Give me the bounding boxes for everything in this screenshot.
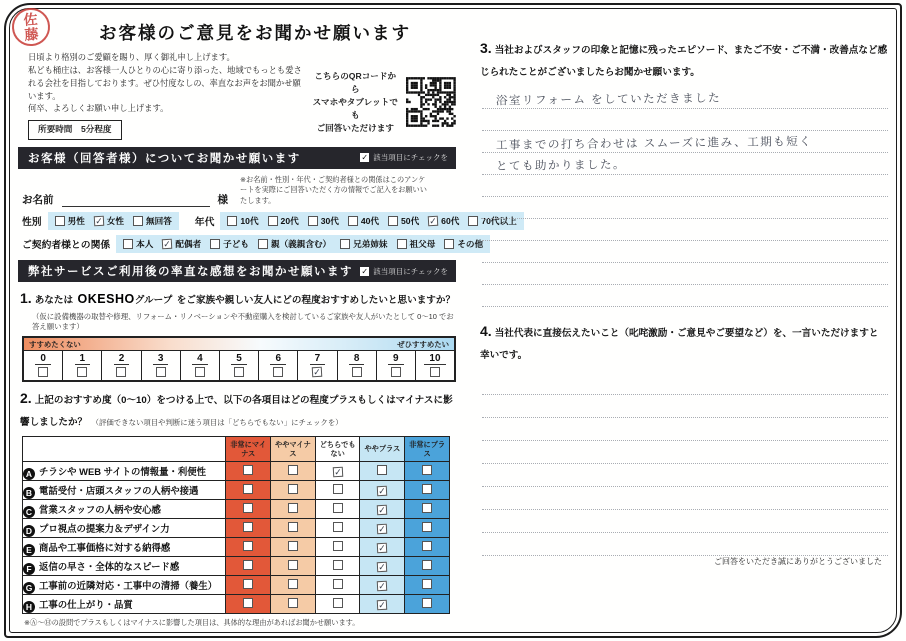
option-label: 30代 xyxy=(320,216,339,226)
row-letter-badge: E xyxy=(23,544,35,556)
rating-cell[interactable] xyxy=(315,556,360,575)
relation-options xyxy=(116,235,490,253)
rating-row-label: D プロ視点の提案力＆デザイン力 xyxy=(23,518,226,537)
rating-cell[interactable] xyxy=(315,480,360,499)
rating-cell[interactable] xyxy=(315,518,360,537)
left-column xyxy=(18,11,517,629)
checkbox[interactable] xyxy=(333,503,343,513)
checkbox[interactable] xyxy=(77,367,87,377)
checkbox[interactable] xyxy=(234,367,244,377)
checkbox[interactable] xyxy=(288,484,298,494)
checkbox[interactable] xyxy=(422,541,432,551)
answer-line[interactable] xyxy=(482,263,888,285)
option[interactable] xyxy=(94,215,124,227)
nps-cell-0[interactable] xyxy=(24,351,63,380)
answer-line[interactable] xyxy=(482,510,888,533)
rating-cell[interactable] xyxy=(405,594,450,613)
nps-left-label: すすめたくない xyxy=(29,339,81,349)
rating-cell[interactable] xyxy=(360,556,405,575)
intro-line: 何卒、よろしくお願い申し上げます。 xyxy=(28,103,169,114)
option[interactable] xyxy=(428,215,459,227)
nps-cell-9[interactable] xyxy=(377,351,416,380)
option-label: 兄弟姉妹 xyxy=(353,239,388,249)
q3-answer-lines xyxy=(482,87,888,307)
checkbox[interactable]: ✓ xyxy=(378,485,387,496)
checkbox[interactable] xyxy=(288,579,298,589)
checkbox[interactable]: ✓ xyxy=(94,215,103,226)
answer-line[interactable] xyxy=(482,109,888,131)
rating-row-H xyxy=(23,594,450,613)
nps-cell-2[interactable] xyxy=(102,351,141,380)
handwritten-text: 浴室リフォーム をしていただきました xyxy=(495,92,722,108)
intro-line: 日頃より格別のご愛顧を賜り、厚く御礼申し上げます。 xyxy=(28,52,235,62)
rating-column-header: どちらでもない xyxy=(315,436,360,461)
check-hint: ✓ 該当項目にチェックを xyxy=(361,266,448,276)
rating-cell[interactable] xyxy=(360,461,405,480)
checkbox[interactable] xyxy=(38,367,48,377)
answer-line[interactable] xyxy=(482,219,888,241)
rating-cell[interactable] xyxy=(405,537,450,556)
qr-caption: こちらのQRコードから スマホやタブレットでも ご回答いただけます xyxy=(312,71,398,133)
checkbox[interactable]: ✓ xyxy=(163,238,172,249)
qr-block xyxy=(310,65,456,140)
rating-cell[interactable] xyxy=(226,537,271,556)
rating-cell[interactable] xyxy=(360,480,405,499)
section-title: お客様（回答者様）についてお聞かせ願います xyxy=(28,152,301,165)
question-1-sub: （仮に設備機器の取替や修理、リフォーム・リノベーションや不動産購入を検討しているご家族や友人がいたとして 0〜10 でお答え願います） xyxy=(32,311,454,331)
option[interactable] xyxy=(162,238,201,250)
rating-cell[interactable] xyxy=(405,518,450,537)
relation-row xyxy=(22,235,484,253)
option-label: 無回答 xyxy=(146,216,172,226)
row-letter-badge: D xyxy=(23,525,35,537)
checkbox[interactable] xyxy=(243,522,253,532)
rating-row-label: A チラシや WEB サイトの情報量・利便性 xyxy=(23,461,226,480)
option-label: 祖父母 xyxy=(409,239,436,249)
rating-row-A xyxy=(23,461,450,480)
checkbox[interactable]: ✓ xyxy=(378,542,387,553)
option-label: 20代 xyxy=(280,216,299,226)
question-2-sub: （評価できない項目や判断に迷う項目は「どちらでもない」にチェックを） xyxy=(91,417,343,427)
checkbox[interactable]: ✓ xyxy=(378,523,387,534)
option-label: 男性 xyxy=(67,216,85,226)
rating-cell[interactable] xyxy=(226,480,271,499)
checkbox[interactable] xyxy=(333,522,343,532)
rating-cell[interactable] xyxy=(271,537,316,556)
nps-number: 1 xyxy=(75,353,91,365)
rating-cell[interactable] xyxy=(271,480,316,499)
nps-number: 10 xyxy=(424,353,445,365)
rating-row-label: C 営業スタッフの人柄や安心感 xyxy=(23,499,226,518)
rating-row-G xyxy=(23,575,450,594)
nps-right-label: ぜひすすめたい xyxy=(397,339,449,349)
option[interactable] xyxy=(340,238,387,250)
answer-line[interactable] xyxy=(482,418,888,441)
rating-header-empty xyxy=(23,436,226,461)
rating-cell[interactable] xyxy=(271,556,316,575)
rating-footnote: ※Ⓐ〜Ⓗの設問でプラスもしくはマイナスに影響した項目は、具体的な理由があればお聞かせ願います。 xyxy=(24,617,360,627)
rating-cell[interactable] xyxy=(405,461,450,480)
name-row xyxy=(22,175,456,207)
name-suffix: 様 xyxy=(217,194,228,206)
rating-column-header: ややプラス xyxy=(360,436,405,461)
rating-column-header: 非常にプラス xyxy=(405,436,450,461)
checkbox[interactable] xyxy=(391,367,401,377)
checkbox[interactable]: ✓ xyxy=(378,580,387,591)
name-note: ※お名前・性別・年代・ご契約者様との関係はこのアンケートを実際にご回答いただく方の情報でご記入をお願いいたします。 xyxy=(240,174,427,206)
gender-label: 性別 xyxy=(22,217,42,228)
rating-cell[interactable] xyxy=(360,594,405,613)
checkbox[interactable]: ✓ xyxy=(378,599,387,610)
checkbox[interactable] xyxy=(333,579,343,589)
answer-line[interactable] xyxy=(482,441,888,464)
option-label: 70代以上 xyxy=(481,216,517,226)
nps-cell-3[interactable] xyxy=(142,351,181,380)
nps-cell-1[interactable] xyxy=(63,351,102,380)
checkbox[interactable] xyxy=(288,541,298,551)
rating-cell[interactable] xyxy=(360,518,405,537)
option-label: その他 xyxy=(457,239,484,249)
option-label: 本人 xyxy=(136,239,154,249)
answer-line[interactable] xyxy=(482,533,888,556)
rating-cell[interactable] xyxy=(360,499,405,518)
checkbox[interactable] xyxy=(123,239,133,249)
option-label: 配偶者 xyxy=(175,239,202,249)
rating-cell[interactable] xyxy=(226,556,271,575)
nps-cell-10[interactable] xyxy=(416,351,454,380)
checkbox[interactable] xyxy=(422,503,432,513)
answer-line[interactable] xyxy=(482,395,888,418)
age-label: 年代 xyxy=(194,217,215,228)
answer-line[interactable] xyxy=(482,372,888,395)
checkbox[interactable] xyxy=(268,216,278,226)
question-3: 3. 当社およびスタッフの印象と記憶に残ったエピソード、またご不安・ご不満・改善点など感じられたことがございましたらお聞かせ願います。 xyxy=(480,40,888,78)
handwritten-text: 工事までの打ち合わせは スムーズに進み、工期も短く xyxy=(495,136,813,153)
rating-cell[interactable] xyxy=(315,575,360,594)
rating-cell[interactable] xyxy=(226,499,271,518)
rating-cell[interactable] xyxy=(405,499,450,518)
nps-scale xyxy=(22,336,456,382)
option[interactable] xyxy=(227,215,258,227)
option[interactable] xyxy=(308,215,339,227)
question-1: 1. あなたは OKESHOグループ をご家族や親しい友人にどの程度おすすめしたいと思いますか？ xyxy=(20,290,456,306)
nps-number: 7 xyxy=(310,353,326,365)
question-2: 2. 上記のおすすめ度（0〜10）をつける上で、以下の各項目はどの程度プラスもしくはマイナスに影響しましたか？ （評価できない項目や判断に迷う項目は「どちらでもない」にチェックを） xyxy=(20,390,453,428)
checkbox[interactable] xyxy=(422,522,432,532)
answer-line[interactable] xyxy=(482,241,888,263)
rating-cell[interactable] xyxy=(271,461,316,480)
option[interactable] xyxy=(123,238,153,250)
rating-cell[interactable] xyxy=(315,537,360,556)
nps-cells xyxy=(24,351,454,380)
rating-cell[interactable] xyxy=(226,518,271,537)
answer-line[interactable] xyxy=(482,464,888,487)
rating-row-B xyxy=(23,480,450,499)
rating-table xyxy=(22,436,450,614)
checkbox[interactable] xyxy=(288,522,298,532)
nps-number: 3 xyxy=(153,353,169,365)
option-label: 親（義親含む） xyxy=(270,239,332,249)
checkbox[interactable]: ✓ xyxy=(333,466,342,477)
checkbox[interactable]: ✓ xyxy=(378,561,387,572)
option-label: 50代 xyxy=(401,216,420,226)
option[interactable] xyxy=(388,215,419,227)
answer-line[interactable] xyxy=(482,285,888,307)
checkbox[interactable] xyxy=(348,216,358,226)
answer-line[interactable] xyxy=(482,175,888,197)
checkbox[interactable] xyxy=(468,216,478,226)
checkbox[interactable] xyxy=(422,484,432,494)
nps-cell-5[interactable] xyxy=(220,351,259,380)
rating-header-row xyxy=(23,436,450,461)
nps-number: 8 xyxy=(349,353,365,365)
checkbox[interactable] xyxy=(288,503,298,513)
checkbox[interactable] xyxy=(243,465,253,475)
checkbox[interactable] xyxy=(243,560,253,570)
rating-row-E xyxy=(23,537,450,556)
checkbox[interactable] xyxy=(333,598,343,608)
option[interactable] xyxy=(55,215,85,227)
rating-cell[interactable] xyxy=(315,499,360,518)
checkbox[interactable] xyxy=(422,579,432,589)
row-letter-badge: H xyxy=(23,601,35,613)
rating-cell[interactable] xyxy=(405,480,450,499)
answer-line[interactable] xyxy=(482,487,888,510)
thanks-note: ご回答をいただき誠にありがとうございました xyxy=(714,557,882,566)
rating-cell[interactable] xyxy=(315,461,360,480)
handwritten-text: とても助かりました。 xyxy=(495,159,627,173)
checkbox[interactable] xyxy=(55,216,65,226)
checkbox[interactable] xyxy=(333,541,343,551)
checkbox[interactable] xyxy=(333,560,343,570)
checkbox[interactable] xyxy=(243,484,253,494)
answer-line[interactable] xyxy=(482,197,888,219)
nps-cell-8[interactable] xyxy=(338,351,377,380)
rating-row-label: F 返信の早さ・全体的なスピード感 xyxy=(23,556,226,575)
rating-cell[interactable] xyxy=(360,575,405,594)
gender-options xyxy=(48,212,179,230)
hanko-stamp: 佐藤 xyxy=(11,7,52,48)
rating-row-label: G 工事前の近隣対応・工事中の清掃（養生） xyxy=(23,575,226,594)
nps-cell-7[interactable] xyxy=(298,351,337,380)
question-4: 4. 当社代表に直接伝えたいこと（叱咤激励・ご意見やご要望など）を、一言いただけますと幸いです。 xyxy=(480,323,879,361)
duration-note: 所要時間 5分程度 xyxy=(28,120,122,139)
checkbox[interactable] xyxy=(444,239,454,249)
nps-number: 9 xyxy=(388,353,404,365)
row-letter-badge: B xyxy=(23,487,35,499)
rating-cell[interactable] xyxy=(271,499,316,518)
rating-cell[interactable] xyxy=(226,594,271,613)
name-label: お名前 xyxy=(22,194,54,206)
checkbox[interactable] xyxy=(116,367,126,377)
checkbox[interactable] xyxy=(377,465,387,475)
checkbox[interactable] xyxy=(397,239,407,249)
option[interactable] xyxy=(258,238,331,250)
rating-row-F xyxy=(23,556,450,575)
checkbox[interactable] xyxy=(388,216,398,226)
answer-line[interactable] xyxy=(482,153,888,175)
checkbox[interactable] xyxy=(288,560,298,570)
rating-row-label: H 工事の仕上がり・品質 xyxy=(23,594,226,613)
checkbox[interactable] xyxy=(273,367,283,377)
checkbox[interactable] xyxy=(210,239,220,249)
right-column xyxy=(478,12,888,629)
checkbox[interactable] xyxy=(422,598,432,608)
answer-line[interactable] xyxy=(482,131,888,153)
rating-row-label: B 電話受付・店頭スタッフの人柄や接遇 xyxy=(23,480,226,499)
check-hint: ✓ 該当項目にチェックを xyxy=(361,153,448,163)
row-letter-badge: C xyxy=(23,506,35,518)
checkbox[interactable] xyxy=(243,598,253,608)
nps-number: 2 xyxy=(114,353,130,365)
nps-cell-4[interactable] xyxy=(181,351,220,380)
checkbox[interactable] xyxy=(333,484,343,494)
checkbox[interactable] xyxy=(352,367,362,377)
option-label: 子ども xyxy=(223,239,249,249)
rating-cell[interactable] xyxy=(360,537,405,556)
checkbox[interactable] xyxy=(227,216,237,226)
checkbox[interactable] xyxy=(258,239,268,249)
answer-line[interactable] xyxy=(482,87,888,109)
nps-number: 6 xyxy=(270,353,286,365)
intro-line: 私ども桶庄は、お客様一人ひとりの心に寄り添った、地域でもっとも愛される会社を目指しております。ぜひ忖度なしの、率直なお声をお聞かせ願います。 xyxy=(28,64,302,101)
checkbox[interactable]: ✓ xyxy=(378,504,387,515)
option[interactable] xyxy=(268,215,299,227)
checkbox[interactable] xyxy=(422,560,432,570)
checkbox[interactable]: ✓ xyxy=(313,366,322,378)
rating-column-header: 非常にマイナス xyxy=(226,436,271,461)
checkbox[interactable] xyxy=(430,367,440,377)
nps-cell-6[interactable] xyxy=(259,351,298,380)
checkbox[interactable]: ✓ xyxy=(429,215,438,226)
nps-gradient-bar xyxy=(24,338,454,351)
rating-row-D xyxy=(23,518,450,537)
checkbox[interactable] xyxy=(288,598,298,608)
checkbox[interactable] xyxy=(195,367,205,377)
option-label: 40代 xyxy=(360,216,380,226)
rating-row-label: E 商品や工事価格に対する納得感 xyxy=(23,537,226,556)
rating-column-header: ややマイナス xyxy=(271,436,316,461)
checkbox[interactable] xyxy=(422,465,432,475)
qr-code xyxy=(406,76,456,128)
option[interactable] xyxy=(397,238,436,250)
rating-cell[interactable] xyxy=(271,594,316,613)
option-label: 10代 xyxy=(240,216,259,226)
checkbox[interactable] xyxy=(243,541,253,551)
option[interactable] xyxy=(348,215,379,227)
page-title: お客様のご意見をお聞かせ願います xyxy=(99,23,411,43)
brand-name: OKESHO xyxy=(77,292,135,306)
nps-number: 4 xyxy=(192,353,208,365)
option-label: 60代 xyxy=(441,216,460,226)
section-title: 弊社サービスご利用後の率直な感想をお聞かせ願います xyxy=(28,266,353,278)
row-letter-badge: G xyxy=(23,582,35,594)
row-letter-badge: A xyxy=(23,468,35,480)
rating-cell[interactable] xyxy=(271,575,316,594)
checkbox[interactable] xyxy=(243,579,253,589)
checkbox[interactable] xyxy=(288,465,298,475)
check-icon: ✓ xyxy=(361,266,369,276)
rating-row-C xyxy=(23,499,450,518)
option[interactable] xyxy=(210,238,249,250)
section-header-about xyxy=(18,147,456,169)
q4-answer-lines xyxy=(482,372,888,556)
rating-cell[interactable] xyxy=(315,594,360,613)
relation-label: ご契約者様との関係 xyxy=(22,240,111,251)
row-letter-badge: F xyxy=(23,563,35,575)
section-header-feedback xyxy=(18,260,456,282)
nps-number: 0 xyxy=(35,353,51,365)
rating-cell[interactable] xyxy=(271,518,316,537)
option-label: 女性 xyxy=(106,216,124,226)
checkbox[interactable] xyxy=(308,216,318,226)
rating-cell[interactable] xyxy=(405,575,450,594)
checkbox[interactable] xyxy=(133,216,143,226)
rating-cell[interactable] xyxy=(405,556,450,575)
checkbox[interactable] xyxy=(156,367,166,377)
nps-number: 5 xyxy=(231,353,247,365)
name-input[interactable] xyxy=(62,194,210,207)
option[interactable] xyxy=(133,215,172,227)
check-icon: ✓ xyxy=(361,153,369,163)
answer-line[interactable] xyxy=(22,630,456,641)
checkbox[interactable] xyxy=(340,239,350,249)
checkbox[interactable] xyxy=(243,503,253,513)
intro-paragraph xyxy=(28,51,302,140)
rating-cell[interactable] xyxy=(226,461,271,480)
gender-row xyxy=(22,212,517,230)
rating-cell[interactable] xyxy=(226,575,271,594)
q2-answer-lines xyxy=(22,630,456,641)
